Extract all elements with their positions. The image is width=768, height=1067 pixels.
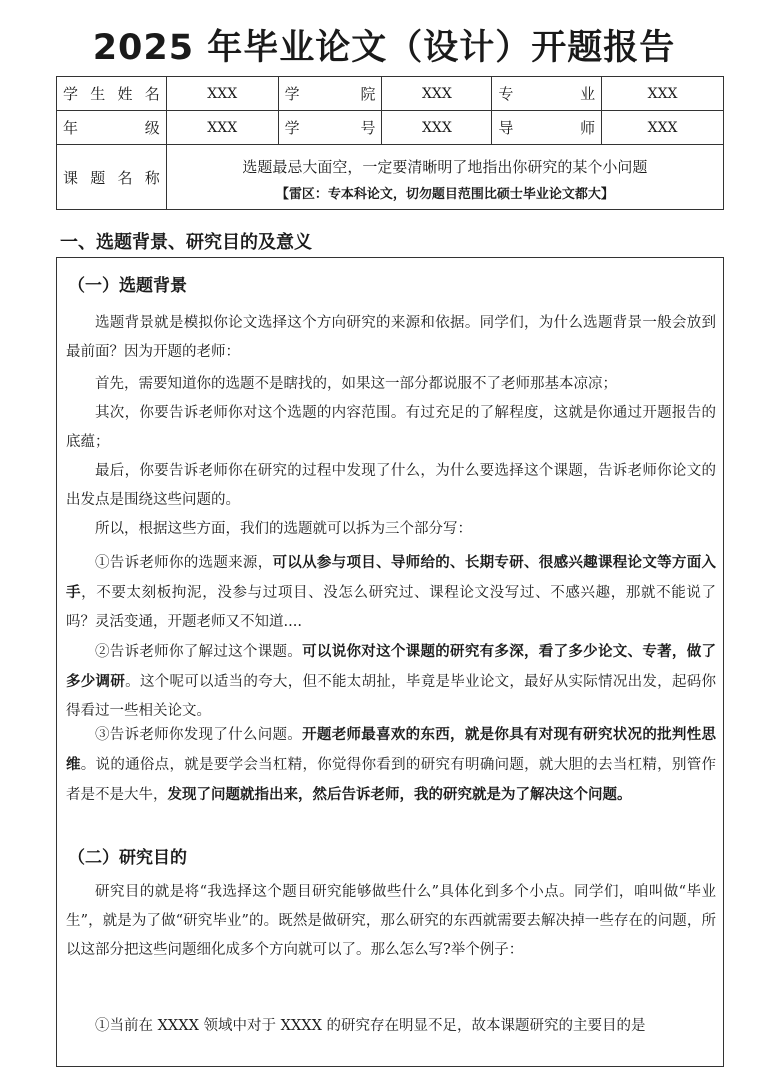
bold-text: 开题老师最喜欢的东西，就是你具有对现有研究状况的批判性思维 xyxy=(66,726,717,773)
grade-value: XXX xyxy=(166,111,278,145)
table-row xyxy=(57,145,724,210)
subsection-heading-purpose: （二）研究目的 xyxy=(68,848,187,868)
table-row xyxy=(57,111,724,145)
text-run: 。这个呢可以适当的夸大，但不能太胡扯，毕竟是毕业论文，最好从实际情况出发，起码你得看过一些相关论文。 xyxy=(66,674,717,719)
paragraph: 首先，需要知道你的选题不是瞎找的，如果这一部分都说服不了老师那基本凉凉； xyxy=(95,376,617,392)
text-run: ①告诉老师你的选题来源， xyxy=(95,555,273,571)
student-id-value: XXX xyxy=(382,111,492,145)
bold-text: 可以从参与项目、导师给的、长期专研、很感兴趣课程论文等方面入手 xyxy=(66,554,717,601)
advisor-value: XXX xyxy=(602,111,724,145)
bold-text: 发现了问题就指出来，然后告诉老师，我的研究就是为了解决这个问题。 xyxy=(167,786,632,803)
section-heading: 一、选题背景、研究目的及意义 xyxy=(60,232,312,253)
paragraph: 研究目的就是将“我选择这个题目研究能够做些什么”具体化到多个小点。同学们，咱叫做“毕业生”，就是为了做“研究毕业”的。既然是做研究，那么研究的东西就需要去解决掉一些存在的问题，所以这部分把这些问题细化成多个方向就可以了。那么怎么写?举个例子： xyxy=(66,884,716,958)
text-run: 。说的通俗点，就是要学会当杠精，你觉得你看到的研究有明确问题，就大胆的去当杠精，别管作者是不是大牛， xyxy=(66,757,716,803)
text-run: ②告诉老师你了解过这个课题。 xyxy=(95,644,303,660)
major-label: 专 业 xyxy=(492,77,602,111)
subsection-heading-background: （一）选题背景 xyxy=(68,276,187,296)
college-value: XXX xyxy=(382,77,492,111)
paragraph xyxy=(66,548,716,637)
topic-text: 选题最忌大面空，一定要清晰明了地指出你研究的某个小问题 xyxy=(242,158,648,176)
paragraph: 最后，你要告诉老师你在研究的过程中发现了什么，为什么要选择这个课题，告诉老师你论文的出发点是围绕这些问题的。 xyxy=(66,463,716,508)
grade-label: 年 级 xyxy=(57,111,167,145)
topic-cell xyxy=(166,145,723,210)
topic-label: 课 题 名 称 xyxy=(57,145,167,210)
text-run: ③告诉老师你发现了什么问题。 xyxy=(95,727,303,743)
student-name-value: XXX xyxy=(166,77,278,111)
college-label: 学 院 xyxy=(278,77,382,111)
advisor-label: 导 师 xyxy=(492,111,602,145)
page-title: 2025 年毕业论文（设计）开题报告 xyxy=(92,28,676,68)
info-table xyxy=(56,76,724,210)
paragraph: 其次，你要告诉老师你对这个选题的内容范围。有过充足的了解程度，这就是你通过开题报告的底蕴； xyxy=(66,405,716,450)
text-run: ，不要太刻板拘泥，没参与过项目、没怎么研究过、课程论文没写过、不感兴趣，那就不能说了吗？灵活变通，开题老师又不知道.... xyxy=(66,585,717,630)
paragraph: ①当前在 XXXX 领域中对于 XXXX 的研究存在明显不足，故本课题研究的主要目的是 xyxy=(95,1018,646,1034)
paragraph xyxy=(66,637,716,726)
paragraph: 所以，根据这些方面，我们的选题就可以拆为三个部分写： xyxy=(95,521,472,537)
student-id-label: 学 号 xyxy=(278,111,382,145)
paragraph: 选题背景就是模拟你论文选择这个方向研究的来源和依据。同学们，为什么选题背景一般会放到最前面？因为开题的老师： xyxy=(66,315,716,360)
table-row xyxy=(57,77,724,111)
student-name-label: 学 生 姓 名 xyxy=(57,77,167,111)
bold-text: 可以说你对这个课题的研究有多深，看了多少论文、专著，做了多少调研 xyxy=(66,643,717,690)
topic-warning: 【雷区：专本科论文，切勿题目范围比硕士毕业论文都大】 xyxy=(275,187,614,202)
major-value: XXX xyxy=(602,77,724,111)
paragraph xyxy=(66,720,716,810)
